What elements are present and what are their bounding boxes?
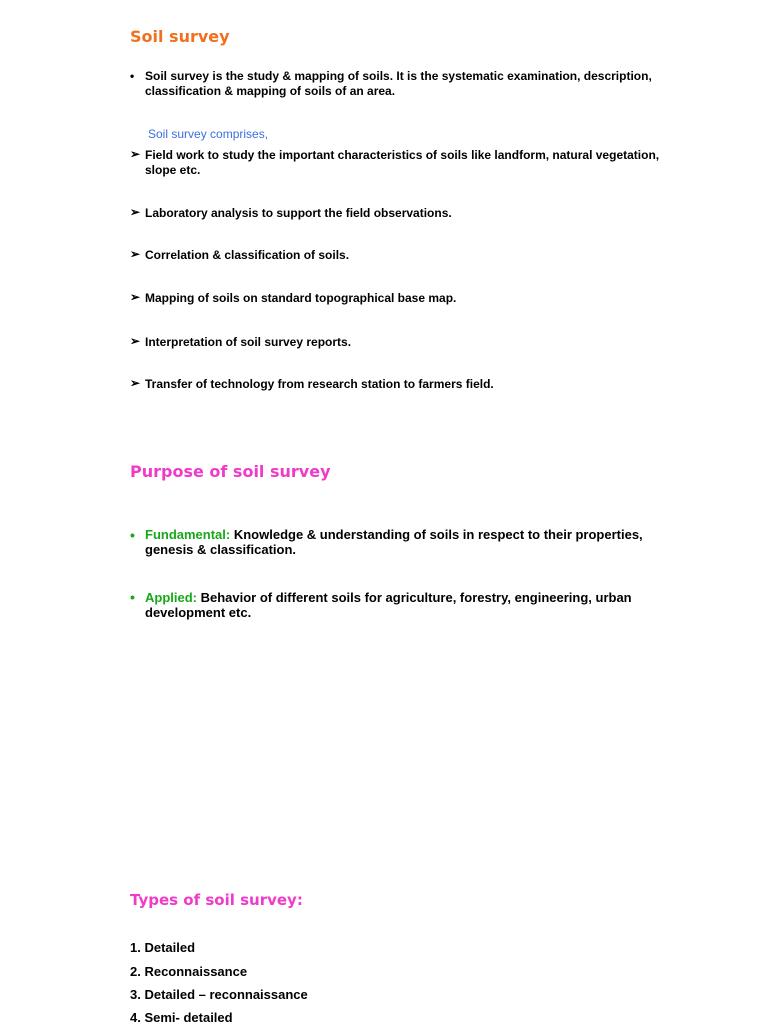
applied-line1: [145, 590, 632, 606]
comprises-subheading: Soil survey comprises,: [148, 127, 269, 141]
arrow-bullet-icon: ➢: [130, 205, 141, 219]
type-item: 4. Semi- detailed: [130, 1010, 233, 1025]
intro-text-line1: Soil survey is the study & mapping of soils. It is the systematic examination, description,: [145, 69, 652, 83]
list-item: Transfer of technology from research station to farmers field.: [145, 377, 494, 391]
section-title-types: Types of soil survey:: [130, 891, 303, 909]
list-item-continuation: slope etc.: [145, 163, 201, 177]
list-item: Correlation & classification of soils.: [145, 248, 350, 262]
section-title-purpose: Purpose of soil survey: [130, 462, 331, 481]
type-item: 1. Detailed: [130, 940, 196, 955]
list-item: Field work to study the important characteristics of soils like landform, natural vegetation,: [145, 148, 660, 162]
applied-line2: development etc.: [145, 605, 252, 620]
arrow-bullet-icon: ➢: [130, 147, 141, 161]
arrow-bullet-icon: ➢: [130, 290, 141, 304]
fundamental-line1: [145, 527, 643, 543]
arrow-bullet-icon: ➢: [130, 376, 141, 390]
list-item: Interpretation of soil survey reports.: [145, 335, 352, 349]
section-title-soil-survey: Soil survey: [130, 27, 230, 46]
fundamental-text: Knowledge & understanding of soils in respect to their properties,: [230, 527, 643, 542]
list-item: Laboratory analysis to support the field observations.: [145, 206, 452, 220]
applied-label: Applied:: [145, 590, 197, 605]
fundamental-label: Fundamental:: [145, 527, 231, 542]
type-item: 2. Reconnaissance: [130, 964, 248, 979]
list-item: Mapping of soils on standard topographical base map.: [145, 291, 457, 305]
arrow-bullet-icon: ➢: [130, 334, 141, 348]
arrow-bullet-icon: ➢: [130, 247, 141, 261]
fundamental-line2: genesis & classification.: [145, 542, 297, 557]
bullet-icon: •: [130, 69, 135, 83]
bullet-icon: •: [130, 589, 135, 605]
bullet-icon: •: [130, 527, 135, 543]
type-item: 3. Detailed – reconnaissance: [130, 987, 308, 1002]
applied-text: Behavior of different soils for agriculture, forestry, engineering, urban: [197, 590, 632, 605]
intro-text-line2: classification & mapping of soils of an area.: [145, 84, 396, 98]
